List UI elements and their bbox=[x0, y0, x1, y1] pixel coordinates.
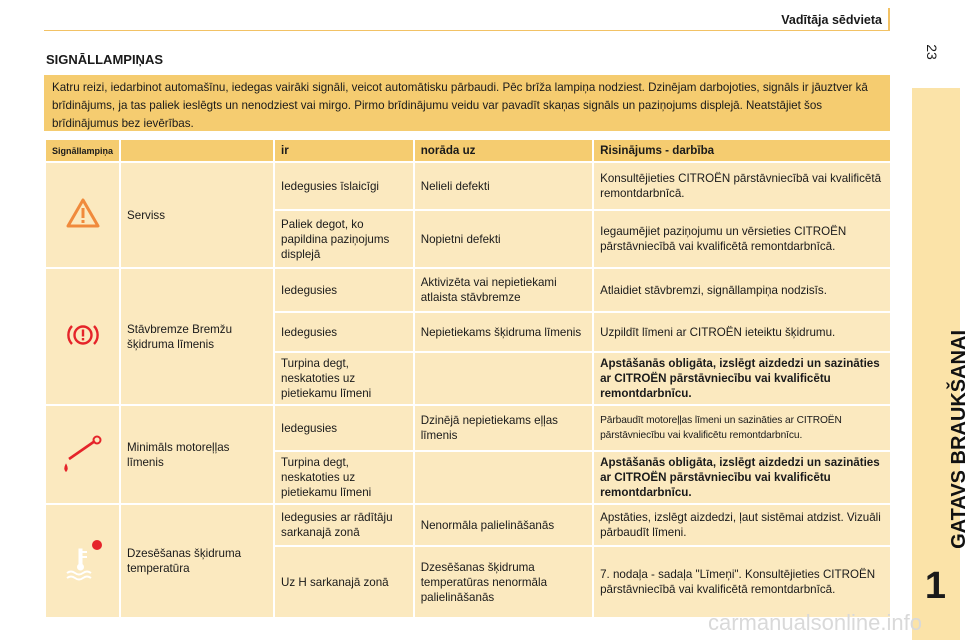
page-header-title: Vadītāja sēdvieta bbox=[781, 13, 882, 27]
lamp-meaning: Dzesēšanas šķidruma temperatūras nenormāla palielināšanās bbox=[415, 547, 592, 617]
lamp-name: Dzesēšanas šķidruma temperatūra bbox=[121, 505, 273, 617]
lamp-action: Iegaumējiet paziņojumu un vērsieties CITROËN pārstāvniecībā vai kvalificētā remontdarbnīcā. bbox=[594, 211, 890, 267]
lamp-action: Konsultējieties CITROËN pārstāvniecībā vai kvalificētā remontdarbnīcā. bbox=[594, 163, 890, 209]
lamp-state: Iedegusies ar rādītāju sarkanajā zonā bbox=[275, 505, 413, 545]
lamp-action: Pārbaudīt motoreļļas līmeni un sazināties ar CITROËN pārstāvniecību vai kvalificētu remontdarbnīcu. bbox=[594, 406, 890, 450]
lamp-meaning: Aktivizēta vai nepietiekami atlaista stāvbremze bbox=[415, 269, 592, 311]
lamp-action: Apstāšanās obligāta, izslēgt aizdedzi un sazināties ar CITROËN pārstāvniecību vai kvalificētu remontdarbnīcu. bbox=[594, 452, 890, 503]
lamp-action: Apstāties, izslēgt aizdedzi, ļaut sistēmai atdzist. Vizuāli pārbaudīt līmeni. bbox=[594, 505, 890, 545]
lamp-state: Iedegusies bbox=[275, 406, 413, 450]
table-row bbox=[46, 406, 890, 450]
watermark: carmanualsonline.info bbox=[707, 610, 922, 635]
lamp-name: Stāvbremze Bremžu šķidruma līmenis bbox=[121, 269, 273, 404]
oil-level-icon bbox=[61, 465, 105, 478]
lamp-meaning bbox=[415, 353, 592, 404]
lamp-meaning: Dzinējā nepietiekams eļļas līmenis bbox=[415, 406, 592, 450]
lamp-meaning bbox=[415, 452, 592, 503]
table-row bbox=[46, 163, 890, 209]
lamp-icon-cell bbox=[46, 406, 119, 503]
lamp-action: Atlaidiet stāvbremzi, signāllampiņa nodzisīs. bbox=[594, 269, 890, 311]
warning-lamps-table bbox=[44, 138, 892, 619]
lamp-state: Iedegusies īslaicīgi bbox=[275, 163, 413, 209]
lamp-state: Uz H sarkanajā zonā bbox=[275, 547, 413, 617]
lamp-meaning: Nelieli defekti bbox=[415, 163, 592, 209]
lamp-action: 7. nodaļa - sadaļa "Līmeņi". Konsultējieties CITROËN pārstāvniecībā vai kvalificētā remontdarbnīcā. bbox=[594, 547, 890, 617]
coolant-temperature-icon bbox=[59, 571, 107, 584]
lamp-action: Apstāšanās obligāta, izslēgt aizdedzi un sazināties ar CITROËN pārstāvniecību vai kvalificētu remontdarbnīcu. bbox=[594, 353, 890, 404]
chapter-number: 1 bbox=[924, 565, 946, 607]
lamp-icon-cell bbox=[46, 269, 119, 404]
table-header-row bbox=[46, 140, 890, 161]
lamp-state: Turpina degt, neskatoties uz pietiekamu līmeni bbox=[275, 353, 413, 404]
lamp-state: Iedegusies bbox=[275, 313, 413, 351]
lamp-icon-cell bbox=[46, 163, 119, 267]
lamp-name: Serviss bbox=[121, 163, 273, 267]
col-header-action: Risinājums - darbība bbox=[594, 140, 890, 161]
intro-paragraph: Katru reizi, iedarbinot automašīnu, iedegas vairāki signāli, veicot automātisku pārbaudi. Pēc brīža lampiņa nodziest. Dzinējam darbojoties, signāls ir jāuztver kā brīdinājums, ja tas paliek ieslēgts un nenodziest vai mirgo. Pirmo brīdinājumu veidu var pavadīt skaņas signāls un paziņojums displejā. Neatstājiet šos brīdinājumus bez ievērības. bbox=[44, 75, 890, 131]
lamp-meaning: Nopietni defekti bbox=[415, 211, 592, 267]
brake-warning-icon bbox=[66, 339, 100, 352]
col-header-state: ir bbox=[275, 140, 413, 161]
lamp-meaning: Nepietiekams šķidruma līmenis bbox=[415, 313, 592, 351]
lamp-meaning: Nenormāla palielināšanās bbox=[415, 505, 592, 545]
page-number: 23 bbox=[924, 44, 941, 60]
warning-triangle-icon bbox=[66, 219, 100, 232]
lamp-name: Minimāls motoreļļas līmenis bbox=[121, 406, 273, 503]
table-row bbox=[46, 269, 890, 311]
chapter-side-tab-label: GATAVS BRAUKŠANAI bbox=[948, 330, 970, 549]
col-header-name bbox=[121, 140, 273, 161]
lamp-state: Paliek degot, ko papildina paziņojums displejā bbox=[275, 211, 413, 267]
section-title: SIGNĀLLAMPIŅAS bbox=[46, 52, 163, 67]
col-header-meaning: norāda uz bbox=[415, 140, 592, 161]
lamp-action: Uzpildīt līmeni ar CITROËN ieteiktu šķidrumu. bbox=[594, 313, 890, 351]
header-rule bbox=[888, 8, 890, 30]
col-header-lamp: Signāllampiņa bbox=[46, 140, 119, 161]
lamp-state: Iedegusies bbox=[275, 269, 413, 311]
lamp-icon-cell bbox=[46, 505, 119, 617]
table-row bbox=[46, 505, 890, 545]
lamp-state: Turpina degt, neskatoties uz pietiekamu līmeni bbox=[275, 452, 413, 503]
top-rule bbox=[44, 30, 890, 31]
